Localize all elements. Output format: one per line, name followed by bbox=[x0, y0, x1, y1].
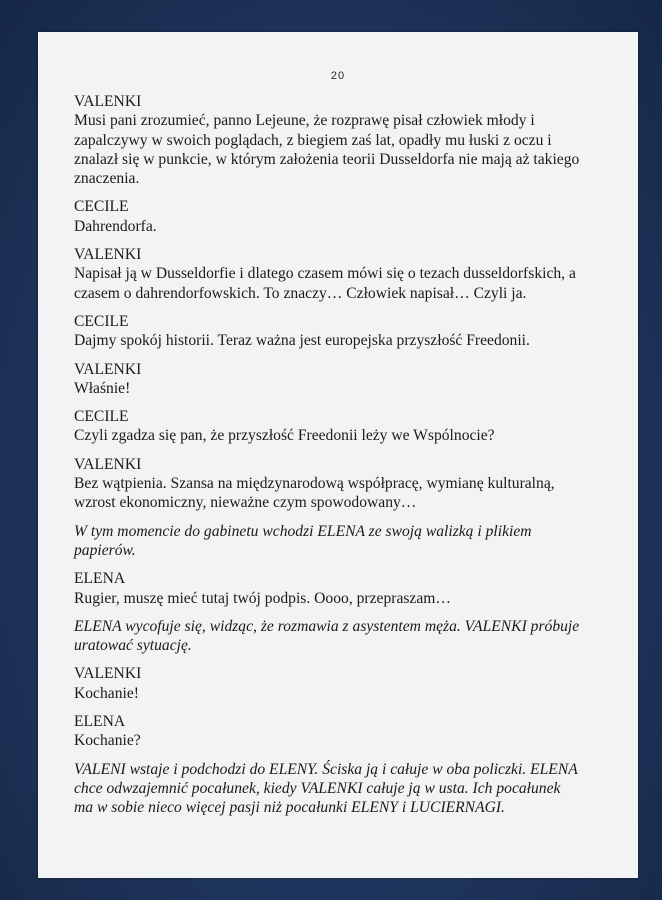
stage-direction bbox=[74, 617, 594, 656]
speaker-name: ELENA bbox=[74, 570, 126, 588]
dialogue-line: Czyli zgadza się pan, że przyszłość Freedonii leży we Wspólnocie? bbox=[74, 427, 495, 445]
dialogue-line: Kochanie! bbox=[74, 684, 139, 702]
dialogue-line: Dahrendorfa. bbox=[74, 217, 157, 235]
dialogue-block bbox=[74, 360, 594, 399]
stage-line: papierów. bbox=[74, 541, 136, 559]
dialogue-line: Musi pani zrozumieć, panno Lejeune, że rozprawę pisał człowiek młody i bbox=[74, 112, 535, 130]
dialogue-line: czasem o dahrendorfowskich. To znaczy… Człowiek napisał… Czyli ja. bbox=[74, 284, 527, 302]
speaker-name: VALENKI bbox=[74, 246, 142, 264]
dialogue-block bbox=[74, 455, 594, 513]
dialogue-line: Dajmy spokój historii. Teraz ważna jest europejska przyszłość Freedonii. bbox=[74, 332, 530, 350]
dialogue-block bbox=[74, 92, 594, 188]
stage-line: ma w sobie nieco więcej pasji niż pocałunki ELENY i LUCIERNAGI. bbox=[74, 799, 505, 817]
speaker-name: VALENKI bbox=[74, 665, 142, 683]
page-number: 20 bbox=[330, 70, 346, 82]
dialogue-line: Kochanie? bbox=[74, 732, 141, 750]
stage-direction bbox=[74, 760, 594, 818]
stage-direction bbox=[74, 522, 594, 561]
speaker-name: CECILE bbox=[74, 408, 129, 426]
dialogue-block bbox=[74, 312, 594, 351]
dialogue-block bbox=[74, 712, 594, 751]
dialogue-line: znaczenia. bbox=[74, 170, 140, 188]
speaker-name: VALENKI bbox=[74, 360, 142, 378]
dialogue-block bbox=[74, 407, 594, 446]
dialogue-block bbox=[74, 569, 594, 608]
stage-line: chce odwzajemnić pocałunek, kiedy VALENKI całuje ją w usta. Ich pocałunek bbox=[74, 779, 561, 797]
dialogue-block bbox=[74, 245, 594, 303]
dialogue-line: zapalczywy w swoich poglądach, z biegiem zaś lat, opadły mu łuski z oczu i bbox=[74, 131, 552, 149]
dialogue-block bbox=[74, 197, 594, 236]
speaker-name: CECILE bbox=[74, 198, 129, 216]
speaker-name: VALENKI bbox=[74, 93, 142, 110]
dialogue-line: Bez wątpienia. Szansa na międzynarodową współpracę, wymianę kulturalną, bbox=[74, 475, 555, 493]
stage-line: uratować sytuację. bbox=[74, 637, 192, 655]
speaker-name: CECILE bbox=[74, 312, 129, 330]
speaker-name: ELENA bbox=[74, 713, 126, 731]
stage-line: W tym momencie do gabinetu wchodzi ELENA ze swoją walizką i plikiem bbox=[74, 522, 532, 540]
dialogue-block bbox=[74, 664, 594, 703]
dialogue-line: znalazł się w punkcie, w którym założenia teorii Dusseldorfa nie mają aż takiego bbox=[74, 150, 580, 168]
stage-line: VALENI wstaje i podchodzi do ELENY. Ściska ją i całuje w oba policzki. ELENA bbox=[74, 760, 578, 778]
dialogue-line: Rugier, muszę mieć tutaj twój podpis. Oooo, przepraszam… bbox=[74, 589, 451, 607]
script-text bbox=[74, 92, 594, 827]
dialogue-line: Napisał ją w Dusseldorfie i dlatego czasem mówi się o tezach dusseldorfskich, a bbox=[74, 265, 576, 283]
speaker-name: VALENKI bbox=[74, 455, 142, 473]
stage-line: ELENA wycofuje się, widząc, że rozmawia z asystentem męża. VALENKI próbuje bbox=[74, 617, 580, 635]
document-page bbox=[38, 32, 638, 878]
dialogue-line: Właśnie! bbox=[74, 379, 131, 397]
dialogue-line: wzrost ekonomiczny, nieważne czym spowodowany… bbox=[74, 494, 417, 512]
